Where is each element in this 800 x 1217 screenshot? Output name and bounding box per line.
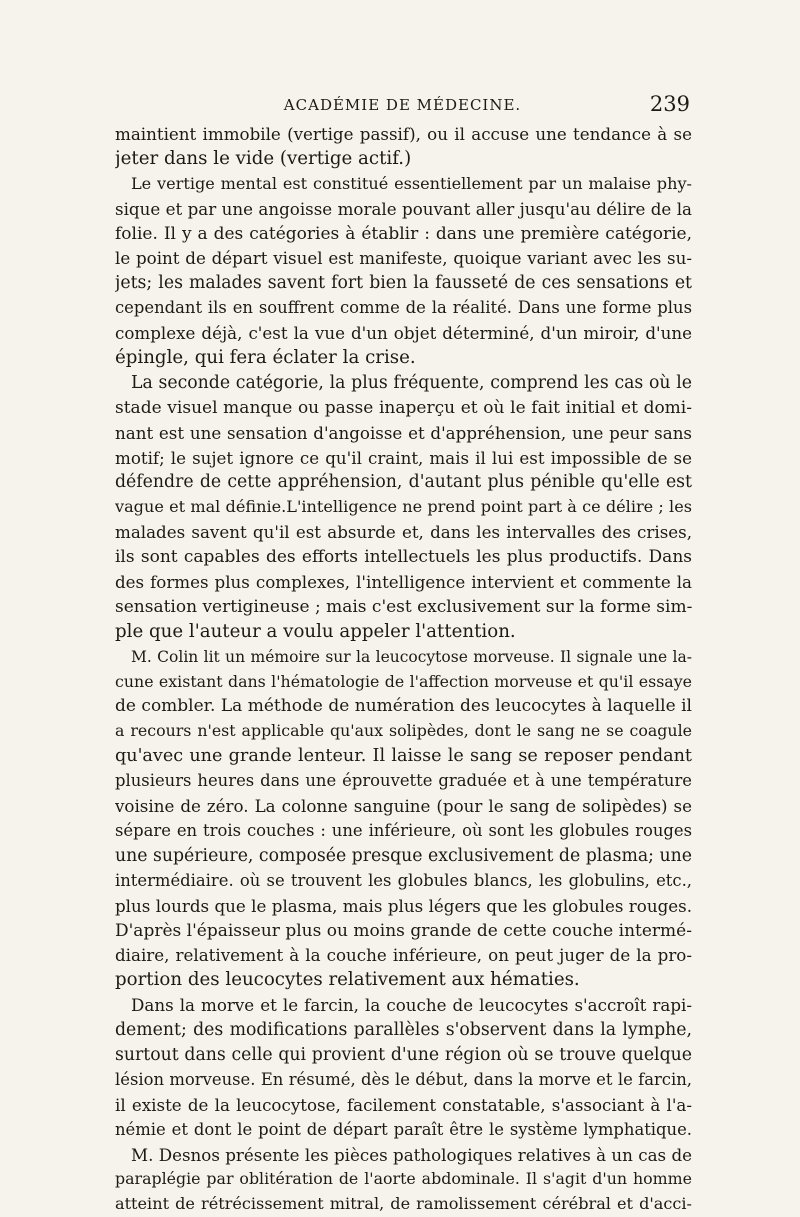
text-line: défendre de cette appréhension, d'autant plus pénible qu'elle est (115, 472, 692, 493)
text-line: sépare en trois couches : une inférieure, où sont les globules rouges (115, 820, 692, 840)
text-line: folie. Il y a des catégories à établir : dans une première catégorie, (115, 223, 692, 244)
text-line: motif; le sujet ignore ce qu'il craint, mais il lui est impossible de se (115, 447, 692, 468)
text-line: ple que l'auteur a voulu appeler l'attention. (115, 620, 516, 642)
text-line: malades savent qu'il est absurde et, dans les intervalles des crises, (115, 522, 692, 543)
page-number: 239 (649, 92, 690, 116)
text-line: de combler. La méthode de numération des leucocytes à laquelle il (115, 696, 692, 717)
text-line: plus lourds que le plasma, mais plus légers que les globules rouges. (115, 895, 692, 916)
text-line: jets; les malades savent fort bien la fausseté de ces sensations et (115, 273, 692, 294)
text-line: stade visuel manque ou passe inaperçu et où le fait initial et domi- (115, 397, 692, 418)
text-line: intermédiaire. où se trouvent les globules blancs, les globulins, etc., (115, 870, 692, 890)
text-line: épingle, qui fera éclater la crise. (115, 347, 416, 369)
text-line: vague et mal définie.L'intelligence ne prend point part à ce délire ; les (115, 497, 692, 517)
text-line: nant est une sensation d'angoisse et d'appréhension, une peur sans (115, 422, 692, 443)
text-line: maintient immobile (vertige passif), ou il accuse une tendance à se (115, 124, 692, 144)
text-line: D'après l'épaisseur plus ou moins grande de cette couche intermé- (115, 920, 692, 941)
text-line: une supérieure, composée presque exclusivement de plasma; une (115, 845, 692, 866)
body-text (115, 122, 692, 1217)
text-line: M. Desnos présente les pièces pathologiques relatives à un cas de (131, 1144, 692, 1165)
text-line: Le vertige mental est constitué essentiellement par un malaise phy- (131, 173, 692, 193)
text-line: cependant ils en souffrent comme de la réalité. Dans une forme plus (115, 298, 692, 318)
text-line: Dans la morve et le farcin, la couche de leucocytes s'accroît rapi- (131, 995, 692, 1016)
running-head (115, 92, 690, 118)
text-line: cune existant dans l'hématologie de l'affection morveuse et qu'il essaye (115, 671, 692, 691)
text-line: némie et dont le point de départ paraît être le système lymphatique. (115, 1119, 692, 1139)
text-line: surtout dans celle qui provient d'une région où se trouve quelque (115, 1044, 692, 1065)
text-line: sensation vertigineuse ; mais c'est exclusivement sur la forme sim- (115, 596, 692, 617)
text-line: des formes plus complexes, l'intelligence intervient et commente la (115, 572, 692, 593)
text-line: ils sont capables des efforts intellectuels les plus productifs. Dans (115, 547, 692, 568)
text-line: complexe déjà, c'est la vue d'un objet déterminé, d'un miroir, d'une (115, 323, 692, 344)
text-line: plusieurs heures dans une éprouvette graduée et à une température (115, 771, 692, 791)
text-line: a recours n'est applicable qu'aux solipèdes, dont le sang ne se coagule (115, 721, 692, 741)
text-line: lésion morveuse. En résumé, dès le début, dans la morve et le farcin, (115, 1069, 692, 1089)
text-line: portion des leucocytes relativement aux hématies. (115, 969, 580, 991)
text-line: atteint de rétrécissement mitral, de ramolissement cérébral et d'acci- (115, 1194, 692, 1214)
text-line: M. Colin lit un mémoire sur la leucocytose morveuse. Il signale une la- (131, 647, 692, 666)
text-line: voisine de zéro. La colonne sanguine (pour le sang de solipèdes) se (115, 796, 692, 817)
text-line: jeter dans le vide (vertige actif.) (115, 147, 412, 169)
text-line: qu'avec une grande lenteur. Il laisse le sang se reposer pendant (115, 746, 692, 767)
text-line: sique et par une angoisse morale pouvant aller jusqu'au délire de la (115, 198, 692, 219)
text-line: La seconde catégorie, la plus fréquente, comprend les cas où le (131, 372, 692, 393)
text-line: diaire, relativement à la couche inférieure, on peut juger de la pro- (115, 945, 692, 966)
text-line: le point de départ visuel est manifeste, quoique variant avec les su- (115, 248, 692, 269)
text-line: il existe de la leucocytose, facilement constatable, s'associant à l'a- (115, 1094, 692, 1115)
running-head-title: ACADÉMIE DE MÉDECINE. (283, 96, 522, 114)
text-line: paraplégie par oblitération de l'aorte abdominale. Il s'agit d'un homme (115, 1169, 692, 1189)
text-line: dement; des modifications parallèles s'observent dans la lymphe, (115, 1020, 692, 1041)
